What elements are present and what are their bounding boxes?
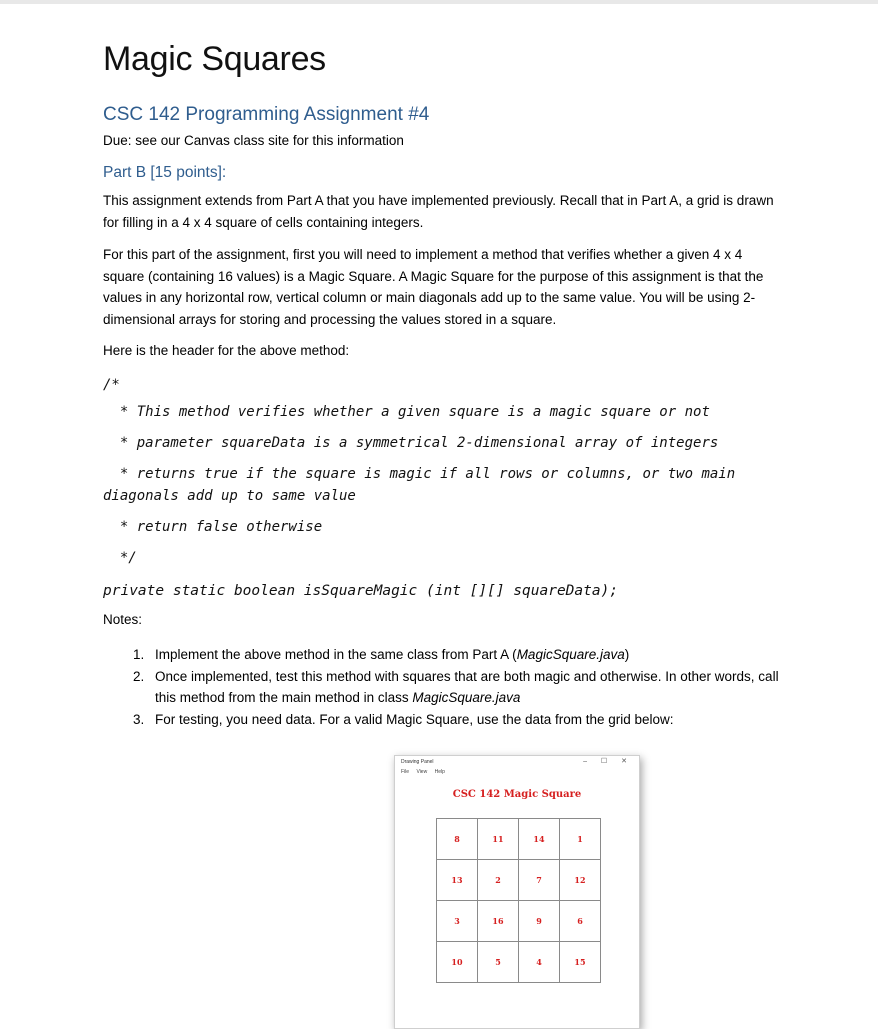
list-item: [133, 666, 783, 709]
list-number: 3.: [133, 711, 145, 727]
menu-view: View: [416, 769, 428, 775]
window-title: Drawing Panel: [401, 759, 434, 765]
method-signature: private static boolean isSquareMagic (int [][] squareData);: [103, 583, 619, 599]
code-comment-line: * parameter squareData is a symmetrical 2-dimensional array of integers: [103, 435, 719, 451]
code-comment-line: * return false otherwise: [103, 519, 323, 535]
note-text: Implement the above method in the same class from Part A (: [155, 647, 517, 662]
note-text-end: ): [624, 647, 630, 662]
menu-file: File: [401, 769, 410, 775]
grid-cell: 15: [560, 942, 601, 983]
grid-cell: 13: [437, 860, 478, 901]
grid-cell: 6: [560, 901, 601, 942]
grid-cell: 9: [519, 901, 560, 942]
window-titlebar: [395, 756, 639, 770]
list-number: 1.: [133, 647, 145, 662]
note-filename: MagicSquare.java: [516, 647, 625, 662]
grid-cell: 11: [478, 819, 519, 860]
grid-cell: 1: [560, 819, 601, 860]
note-text: For testing, you need data. For a valid Magic Square, use the data from the grid below:: [155, 711, 674, 727]
grid-cell: 3: [437, 901, 478, 942]
page-title: Magic Squares: [103, 40, 326, 78]
code-comment-close: */: [103, 550, 137, 566]
grid-cell: 7: [519, 860, 560, 901]
window-controls: – ☐ ✕: [583, 758, 633, 765]
magic-square-title: CSC 142 Magic Square: [452, 789, 582, 800]
grid-row: [437, 860, 601, 901]
list-item: [133, 709, 783, 731]
menu-help: Help: [434, 769, 445, 775]
magic-square-grid: [436, 818, 601, 983]
part-b-heading: Part B [15 points]:: [103, 164, 227, 181]
code-comment-line: * This method verifies whether a given square is a magic square or not: [103, 404, 710, 420]
paragraph-intro: This assignment extends from Part A that you have implemented previously. Recall that in Part A, a grid is drawn for filling in a 4 x 4 square of cells containing integers.: [103, 193, 774, 230]
assignment-subtitle: CSC 142 Programming Assignment #4: [103, 104, 430, 125]
grid-row: [437, 819, 601, 860]
note-filename: MagicSquare.java: [412, 690, 521, 705]
grid-cell: 14: [519, 819, 560, 860]
paragraph-header-lead: Here is the header for the above method:: [103, 343, 350, 358]
code-comment-line: * returns true if the square is magic if all rows or columns, or two main diagonals add up to same value: [103, 466, 744, 504]
due-note: Due: see our Canvas class site for this information: [103, 133, 404, 148]
window-menubar: [401, 769, 451, 775]
grid-row: [437, 901, 601, 942]
grid-cell: 4: [519, 942, 560, 983]
list-number: 2.: [133, 668, 145, 684]
drawing-panel-screenshot: [394, 755, 640, 1029]
top-rule: [0, 0, 878, 4]
notes-label: Notes:: [103, 612, 143, 627]
notes-list: [133, 644, 783, 730]
paragraph-description: For this part of the assignment, first you will need to implement a method that verifies whether a given 4 x 4 square (containing 16 values) is a Magic Square. A Magic Square for the purpose of this assignment is that the values in any horizontal row, vertical column or main diagonals add up to the same value. You will be using 2-dimensional arrays for storing and processing the values stored in a square.: [103, 247, 764, 327]
grid-cell: 16: [478, 901, 519, 942]
list-item: [133, 644, 783, 666]
note-text: Once implemented, test this method with squares that are both magic and otherwise. In other words, call this method from the main method in class: [155, 668, 779, 705]
grid-cell: 12: [560, 860, 601, 901]
grid-cell: 2: [478, 860, 519, 901]
grid-cell: 5: [478, 942, 519, 983]
grid-cell: 8: [437, 819, 478, 860]
code-comment-open: /*: [103, 377, 120, 393]
grid-row: [437, 942, 601, 983]
grid-cell: 10: [437, 942, 478, 983]
